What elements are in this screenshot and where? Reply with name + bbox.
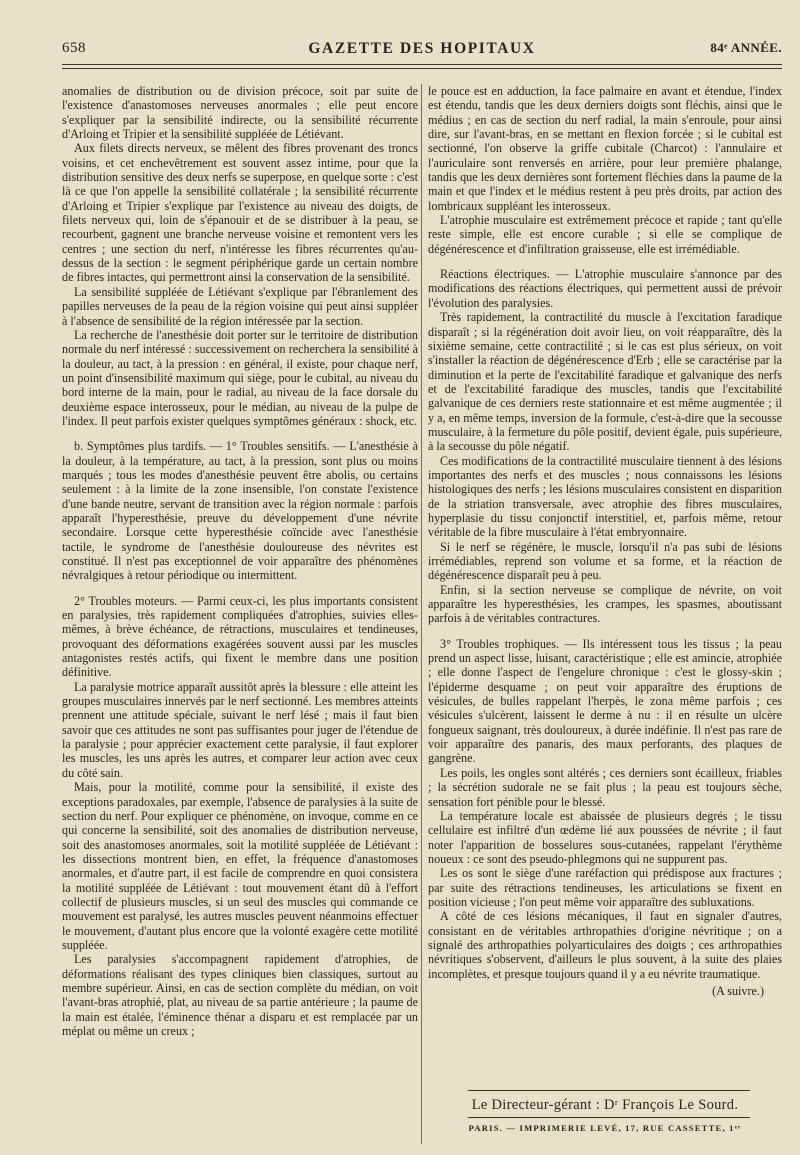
left-column — [62, 84, 418, 1038]
header-rule-thin — [62, 68, 782, 69]
director-signature: Le Directeur-gérant : Dʳ François Le Sourd. — [471, 1097, 739, 1113]
paragraph: Enfin, si la section nerveuse se complique de névrite, on voit apparaître les hyperesthésies, les crampes, les spasmes, aboutissant parfois à de véritables contractures. — [428, 582, 782, 626]
footer-rule-middle — [468, 1117, 750, 1118]
paragraph: A côté de ces lésions mécaniques, il faut en signaler d'autres, consistant en de véritables arthropathies d'origine névritique ; on a signalé des arthropathies polyarticulaires des doigts ; ces arthropathies névritiques s'observent, d'ailleurs le plus souvent, à la suite des plaies incomplètes, et presque toujours quand il y a eu névrite traumatique. — [428, 909, 782, 981]
paragraph: La recherche de l'anesthésie doit porter sur le territoire de distribution normale du nerf intéressé : successivement on recherchera la sensibilité à la douleur, au tact, à la pression : en général, il existe, pour chaque nerf, un point d'insensibilité maximum qui siège, pour le cubital, au niveau du bord interne de la main, pour le radial, au niveau de la face dorsale du deuxième espace interosseux, pour le médian, au niveau de la pulpe de l'index. Il peut parfois exister quelques symptômes généraux : shock, etc. — [62, 327, 418, 428]
paragraph: Les poils, les ongles sont altérés ; ces derniers sont écailleux, friables ; la sécrétion sudorale ne se fait plus ; la peau est toujours sèche, sensation fort pénible pour le blessé. — [428, 765, 782, 809]
paragraph: Très rapidement, la contractilité du muscle à l'excitation faradique disparaît ; si la régénération doit avoir lieu, on voit réapparaître, dès la sixième semaine, cette contractilité ; si le cas est plus sérieux, on voit s'installer la réaction de dégénérescence d'Erb ; elle se caractérise par la diminution et la perte de l'excitabilité faradique et galvanique des nerfs et de l'excitabilité faradique des muscles, tandis que l'excitabilité galvanique de ces derniers reste stationnaire et est même augmentée ; il y a, en même temps, inversion de la formule, c'est-à-dire que la secousse musculaire, à la fermeture du pôle positif, devient égale, puis supérieure, à la secousse du pôle négatif. — [428, 310, 782, 454]
paragraph: Les paralysies s'accompagnent rapidement d'atrophies, de déformations réalisant des types cliniques bien classiques, surtout au membre supérieur. Ainsi, en cas de section complète du médian, on voit l'avant-bras atrophié, plat, au niveau de sa partie antérieure ; la paume de la main est étalée, l'éminence thénar a disparu et est remplacée par un méplat ou même un creux ; — [62, 952, 418, 1038]
header-rule — [62, 64, 782, 65]
right-column — [428, 84, 782, 998]
printer-imprint: PARIS. — IMPRIMERIE LEVÉ, 17, RUE CASSETTE, 1ᵉʳ — [468, 1123, 742, 1133]
paragraph: Si le nerf se régénère, le muscle, lorsqu'il n'a pas subi de lésions irrémédiables, reprend son volume et sa forme, et la réaction de dégénérescence disparaît peu à peu. — [428, 539, 782, 583]
paragraph: L'atrophie musculaire est extrêmement précoce et rapide ; tant qu'elle reste simple, elle est encore curable ; si elle se complique de dégénérescence et d'infiltration graisseuse, elle est irrémédiable. — [428, 213, 782, 256]
running-header — [62, 40, 782, 64]
paragraph: La paralysie motrice apparaît aussitôt après la blessure : elle atteint les groupes musculaires innervés par le nerf sectionné. Les membres atteints prennent une attitude spéciale, suivant le nerf lésé ; mais il faut bien savoir que ces attitudes ne sont pas suffisantes pour juger de l'étendue de la paralysie ; pour apprécier exactement cette paralysie, il faut explorer les muscles, les uns après les autres, et comparer leur action avec ceux du côté sain. — [62, 679, 418, 780]
footer-rule-top — [468, 1090, 750, 1091]
paragraph: La sensibilité suppléée de Létiévant s'explique par l'ébranlement des papilles nerveuses de la peau de la région voisine qui peut ainsi suppléer à l'absence de sensibilité de la région intéressée par la section. — [62, 284, 418, 328]
column-divider — [421, 84, 422, 1144]
section-heading-paragraph: 2° Troubles moteurs. — Parmi ceux-ci, les plus importants consistent en paralysies, très rapidement compliquées d'atrophies, suivies elles-mêmes, à brève échéance, de rétractions, musculaires et tendineuses, provoquant des déformations exagérées souvent aussi par les muscles antagonistes restés actifs, qui fixent le membre dans une position définitive. — [62, 593, 418, 680]
paragraph: La température locale est abaissée de plusieurs degrés ; le tissu cellulaire est infiltré d'un œdème lié aux poussées de névrite ; il faut noter l'apparition de bosselures sous-cutanées, rappelant l'érythème noueux : ce sont des pseudo-phlegmons qui ne suppurent pas. — [428, 808, 782, 866]
section-heading-paragraph: b. Symptômes plus tardifs. — 1° Troubles sensitifs. — L'anesthésie à la douleur, à la température, au tact, à la pression, sont plus ou moins marqués ; tous les modes d'anesthésie peuvent être abolis, ou certains seulement : à la limite de la zone insensible, l'on constate l'existence d'une bande neutre, servant de transition avec la région normale : parfois apparaît l'hyperesthésie, preuve du développement d'une névrite secondaire. Lorsque cette hyperesthésie coïncide avec l'anesthésie tactile, le syndrome de l'anesthésie douloureuse des névrites est constitué. Il n'est pas exceptionnel de voir apparaître des phénomènes névralgiques à retour périodique ou intermittent. — [62, 439, 418, 583]
paragraph: Aux filets directs nerveux, se mêlent des fibres provenant des troncs voisins, et cet enchevêtrement est souvent assez intime, pour que la distribution sensitive des deux nerfs se superpose, en quelque sorte : c'est là ce que l'on appelle la sensibilité collatérale ; la sensibilité récurrente d'Arloing et Tripier s'explique par l'existence au niveau des doigts, de filets nerveux qui, loin de s'épanouir et de se distribuer à la peau, se recourbent, gagnent une branche nerveuse voisine et remontent vers les centres ; une section du nerf, n'intéresse les fibres récurrentes qu'au-dessus de la section : le segment périphérique garde un certain nombre de fibres intactes, qui permettront ainsi la conservation de la sensibilité. — [62, 141, 418, 285]
paragraph: le pouce est en adduction, la face palmaire en avant et étendue, l'index est étendu, tandis que les deux derniers doigts sont fléchis, ainsi que le médius ; en cas de section du nerf radial, la main s'enroule, pour ainsi dire, sur l'avant-bras, en se mettant en flexion forcée ; si le cubital est sectionné, l'on observe la griffe cubitale (Charcot) : l'annulaire et l'auriculaire sont renversés en arrière, pour leur première phalange, tandis que les deux dernières sont fortement fléchies dans la paume de la main et que l'index et le médius restent à peu près droits, par action des lombricaux suppléant les interosseux. — [428, 84, 782, 213]
paragraph: anomalies de distribution ou de division précoce, soit par suite de l'existence d'anastomoses nerveuses anormales ; elle peut encore s'expliquer par la sensibilité indirecte, ou la sensibilité récurrente d'Arloing et Tripier et la sensibilité suppléée de Létiévant. — [62, 84, 418, 142]
section-heading-paragraph: 3° Troubles trophiques. — Ils intéressent tous les tissus ; la peau prend un aspect lisse, luisant, caractéristique ; elle est amincie, atrophiée ; elle donne l'aspect de l'engelure chronique : c'est le glossy-skin ; l'épiderme desquame ; on peut voir apparaître des éruptions de vésicules, de bulles rappelant l'herpès, le zona même parfois ; ces vésicules s'ulcèrent, laissent le derme à nu : il en résulte un ulcère fongueux saignant, très douloureux, à durée indéfinie. Il n'est pas rare de voir apparaître des panaris, des maux perforants, des plaques de gangrène. — [428, 636, 782, 766]
page-number: 658 — [62, 40, 86, 56]
journal-title: GAZETTE DES HOPITAUX — [308, 40, 536, 57]
paragraph: Ces modifications de la contractilité musculaire tiennent à des lésions importantes des nerfs et des muscles ; nous connaissons les lésions histologiques des nerfs ; les lésions musculaires consistent en disparition de la striation transversale, avec atrophie des fibres musculaires, hyperplasie du tissu conjonctif interstitiel, et, parfois même, retour véritable de la fibre musculaire à l'état embryonnaire. — [428, 453, 782, 540]
paragraph: Mais, pour la motilité, comme pour la sensibilité, il existe des exceptions paradoxales, par exemple, l'absence de paralysies à la suite de section du nerf. Pour expliquer ce phénomène, on invoque, comme en ce qui concerne la sensibilité, soit des anomalies de distribution nerveuse, soit des anastomoses anormales, soit la motilité suppléée de Létiévant : les dissections montrent bien, en effet, la fréquence d'anastomoses anormales, et d'autre part, il est facile de comprendre en quoi consistera la motilité suppléée de Létiévant : tout mouvement étant dû à l'effort collectif de plusieurs muscles, si un seul des muscles qui commande ce mouvement est paralysé, les autres muscles peuvent néanmoins effectuer le mouvement, d'autant plus encore que la volonté exagère cette motilité suppléée. — [62, 780, 418, 952]
section-heading-paragraph: Réactions électriques. — L'atrophie musculaire s'annonce par des modifications des réactions électriques, qui permettent aussi de prévoir l'évolution des paralysies. — [428, 267, 782, 310]
to-be-continued: (A suivre.) — [712, 983, 764, 998]
paragraph: Les os sont le siège d'une raréfaction qui prédispose aux fractures ; par suite des rétractions tendineuses, les articulations se fixent en position vicieuse ; l'on peut même voir apparaître des subluxations. — [428, 866, 782, 909]
year-label: 84ᵉ ANNÉE. — [710, 40, 782, 55]
